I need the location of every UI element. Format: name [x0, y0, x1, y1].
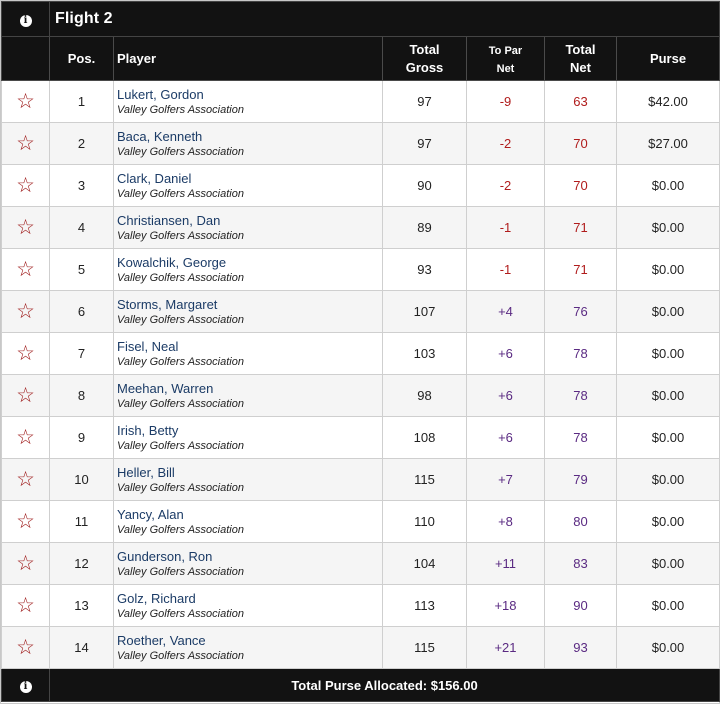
star-outline-icon[interactable]: ☆: [16, 510, 35, 533]
to-par-net: +7: [467, 459, 545, 501]
flight-title: Flight 2: [55, 10, 113, 27]
total-gross: 115: [383, 627, 467, 669]
table-row: [2, 249, 720, 291]
purse-amount: $0.00: [617, 333, 720, 375]
info-icon[interactable]: i: [20, 681, 32, 693]
player-cell: [114, 333, 383, 375]
footer-info-cell: [2, 669, 50, 702]
to-par-net: -1: [467, 207, 545, 249]
player-name-link[interactable]: Golz, Richard: [117, 590, 196, 606]
player-name-link[interactable]: Yancy, Alan: [117, 506, 184, 522]
total-net: 80: [545, 501, 617, 543]
total-gross: 103: [383, 333, 467, 375]
total-gross: 93: [383, 249, 467, 291]
total-purse-label: Total Purse Allocated: $156.00: [50, 669, 720, 702]
position: 13: [50, 585, 114, 627]
total-net: 83: [545, 543, 617, 585]
total-net: 90: [545, 585, 617, 627]
star-outline-icon[interactable]: ☆: [16, 594, 35, 617]
player-name-link[interactable]: Kowalchik, George: [117, 254, 227, 270]
column-header-favorite: [2, 37, 50, 81]
position: 12: [50, 543, 114, 585]
player-name-link[interactable]: Christiansen, Dan: [117, 212, 221, 228]
player-cell: [114, 543, 383, 585]
player-cell: [114, 207, 383, 249]
player-cell: [114, 585, 383, 627]
favorite-cell: [2, 123, 50, 165]
favorite-cell: [2, 375, 50, 417]
player-name-link[interactable]: Lukert, Gordon: [117, 86, 204, 102]
total-gross: 104: [383, 543, 467, 585]
total-gross: 89: [383, 207, 467, 249]
player-cell: [114, 165, 383, 207]
total-net: 63: [545, 81, 617, 123]
purse-amount: $0.00: [617, 459, 720, 501]
to-par-net: +18: [467, 585, 545, 627]
player-association: Valley Golfers Association: [117, 565, 244, 578]
player-name-link[interactable]: Gunderson, Ron: [117, 548, 213, 564]
column-header-pos: Pos.: [50, 37, 114, 81]
star-outline-icon[interactable]: ☆: [16, 342, 35, 365]
star-outline-icon[interactable]: ☆: [16, 636, 35, 659]
favorite-cell: [2, 333, 50, 375]
column-header-row: [2, 37, 720, 81]
to-par-line-2: Net: [496, 62, 515, 75]
table-row: [2, 501, 720, 543]
total-gross: 108: [383, 417, 467, 459]
purse-amount: $0.00: [617, 207, 720, 249]
player-cell: [114, 375, 383, 417]
position: 9: [50, 417, 114, 459]
total-gross-line-2: Gross: [405, 59, 444, 75]
position: 11: [50, 501, 114, 543]
flight-title-bar: [2, 2, 720, 37]
total-net-line-1: Total: [565, 41, 596, 57]
purse-amount: $42.00: [617, 81, 720, 123]
to-par-net: +8: [467, 501, 545, 543]
star-outline-icon[interactable]: ☆: [16, 384, 35, 407]
player-association: Valley Golfers Association: [117, 145, 244, 158]
player-cell: [114, 81, 383, 123]
total-net: 93: [545, 627, 617, 669]
leaderboard-table: [1, 1, 720, 702]
total-net: 70: [545, 123, 617, 165]
title-info-cell: [2, 2, 50, 37]
player-association: Valley Golfers Association: [117, 649, 244, 662]
player-association: Valley Golfers Association: [117, 229, 244, 242]
favorite-cell: [2, 585, 50, 627]
table-row: [2, 585, 720, 627]
to-par-net: -2: [467, 165, 545, 207]
position: 1: [50, 81, 114, 123]
total-gross: 115: [383, 459, 467, 501]
table-row: [2, 627, 720, 669]
total-gross: 107: [383, 291, 467, 333]
player-association: Valley Golfers Association: [117, 607, 244, 620]
player-cell: [114, 459, 383, 501]
favorite-cell: [2, 627, 50, 669]
favorite-cell: [2, 249, 50, 291]
column-header-total-gross: [383, 37, 467, 81]
position: 3: [50, 165, 114, 207]
player-association: Valley Golfers Association: [117, 271, 244, 284]
table-row: [2, 123, 720, 165]
table-row: [2, 291, 720, 333]
position: 4: [50, 207, 114, 249]
total-net-line-2: Net: [570, 59, 591, 75]
table-row: [2, 81, 720, 123]
table-row: [2, 417, 720, 459]
table-row: [2, 333, 720, 375]
footer-bar: [2, 669, 720, 702]
star-outline-icon[interactable]: ☆: [16, 132, 35, 155]
total-net: 71: [545, 207, 617, 249]
star-outline-icon[interactable]: ☆: [16, 258, 35, 281]
to-par-net: +11: [467, 543, 545, 585]
column-header-purse: Purse: [617, 37, 720, 81]
favorite-cell: [2, 459, 50, 501]
table-row: [2, 165, 720, 207]
table-row: [2, 543, 720, 585]
star-outline-icon[interactable]: ☆: [16, 216, 35, 239]
purse-amount: $0.00: [617, 165, 720, 207]
purse-amount: $0.00: [617, 291, 720, 333]
favorite-cell: [2, 81, 50, 123]
flight-title-cell: [50, 2, 720, 37]
info-icon[interactable]: i: [20, 15, 32, 27]
player-name-link[interactable]: Baca, Kenneth: [117, 128, 203, 144]
star-outline-icon[interactable]: ☆: [16, 174, 35, 197]
player-name-link[interactable]: Clark, Daniel: [117, 170, 192, 186]
player-cell: [114, 291, 383, 333]
total-net: 71: [545, 249, 617, 291]
player-name-link[interactable]: Irish, Betty: [117, 422, 179, 438]
table-row: [2, 459, 720, 501]
total-gross-line-1: Total: [409, 41, 440, 57]
player-name-link[interactable]: Meehan, Warren: [117, 380, 214, 396]
to-par-net: +21: [467, 627, 545, 669]
purse-amount: $0.00: [617, 543, 720, 585]
leaderboard-rows: [2, 81, 720, 669]
favorite-cell: [2, 543, 50, 585]
column-header-player: Player: [114, 37, 383, 81]
total-gross: 113: [383, 585, 467, 627]
total-net: 78: [545, 333, 617, 375]
purse-amount: $0.00: [617, 249, 720, 291]
to-par-net: +6: [467, 375, 545, 417]
player-association: Valley Golfers Association: [117, 187, 244, 200]
to-par-line-1: To Par: [488, 44, 523, 57]
position: 14: [50, 627, 114, 669]
total-net: 79: [545, 459, 617, 501]
player-cell: [114, 627, 383, 669]
favorite-cell: [2, 165, 50, 207]
star-outline-icon[interactable]: ☆: [16, 468, 35, 491]
to-par-net: -2: [467, 123, 545, 165]
player-association: Valley Golfers Association: [117, 355, 244, 368]
player-association: Valley Golfers Association: [117, 397, 244, 410]
favorite-cell: [2, 207, 50, 249]
player-cell: [114, 501, 383, 543]
to-par-net: +6: [467, 417, 545, 459]
position: 5: [50, 249, 114, 291]
total-gross: 97: [383, 123, 467, 165]
purse-amount: $0.00: [617, 501, 720, 543]
to-par-net: -9: [467, 81, 545, 123]
table-row: [2, 375, 720, 417]
position: 2: [50, 123, 114, 165]
player-cell: [114, 249, 383, 291]
player-association: Valley Golfers Association: [117, 439, 244, 452]
position: 6: [50, 291, 114, 333]
purse-amount: $0.00: [617, 627, 720, 669]
column-header-total-net: [545, 37, 617, 81]
column-header-to-par-net: [467, 37, 545, 81]
to-par-net: -1: [467, 249, 545, 291]
purse-amount: $0.00: [617, 417, 720, 459]
favorite-cell: [2, 501, 50, 543]
total-net: 70: [545, 165, 617, 207]
position: 8: [50, 375, 114, 417]
player-cell: [114, 417, 383, 459]
purse-amount: $0.00: [617, 585, 720, 627]
to-par-net: +6: [467, 333, 545, 375]
player-cell: [114, 123, 383, 165]
to-par-net: +4: [467, 291, 545, 333]
player-association: Valley Golfers Association: [117, 313, 244, 326]
position: 7: [50, 333, 114, 375]
star-outline-icon[interactable]: ☆: [16, 90, 35, 113]
favorite-cell: [2, 417, 50, 459]
player-name-link[interactable]: Storms, Margaret: [117, 296, 218, 312]
star-outline-icon[interactable]: ☆: [16, 552, 35, 575]
total-net: 78: [545, 417, 617, 459]
player-name-link[interactable]: Roether, Vance: [117, 632, 206, 648]
purse-amount: $0.00: [617, 375, 720, 417]
player-association: Valley Golfers Association: [117, 481, 244, 494]
favorite-cell: [2, 291, 50, 333]
player-association: Valley Golfers Association: [117, 103, 244, 116]
total-net: 76: [545, 291, 617, 333]
total-gross: 97: [383, 81, 467, 123]
position: 10: [50, 459, 114, 501]
star-outline-icon[interactable]: ☆: [16, 426, 35, 449]
player-name-link[interactable]: Fisel, Neal: [117, 338, 179, 354]
total-gross: 98: [383, 375, 467, 417]
player-association: Valley Golfers Association: [117, 523, 244, 536]
total-gross: 90: [383, 165, 467, 207]
total-gross: 110: [383, 501, 467, 543]
star-outline-icon[interactable]: ☆: [16, 300, 35, 323]
table-row: [2, 207, 720, 249]
player-name-link[interactable]: Heller, Bill: [117, 464, 175, 480]
purse-amount: $27.00: [617, 123, 720, 165]
total-net: 78: [545, 375, 617, 417]
